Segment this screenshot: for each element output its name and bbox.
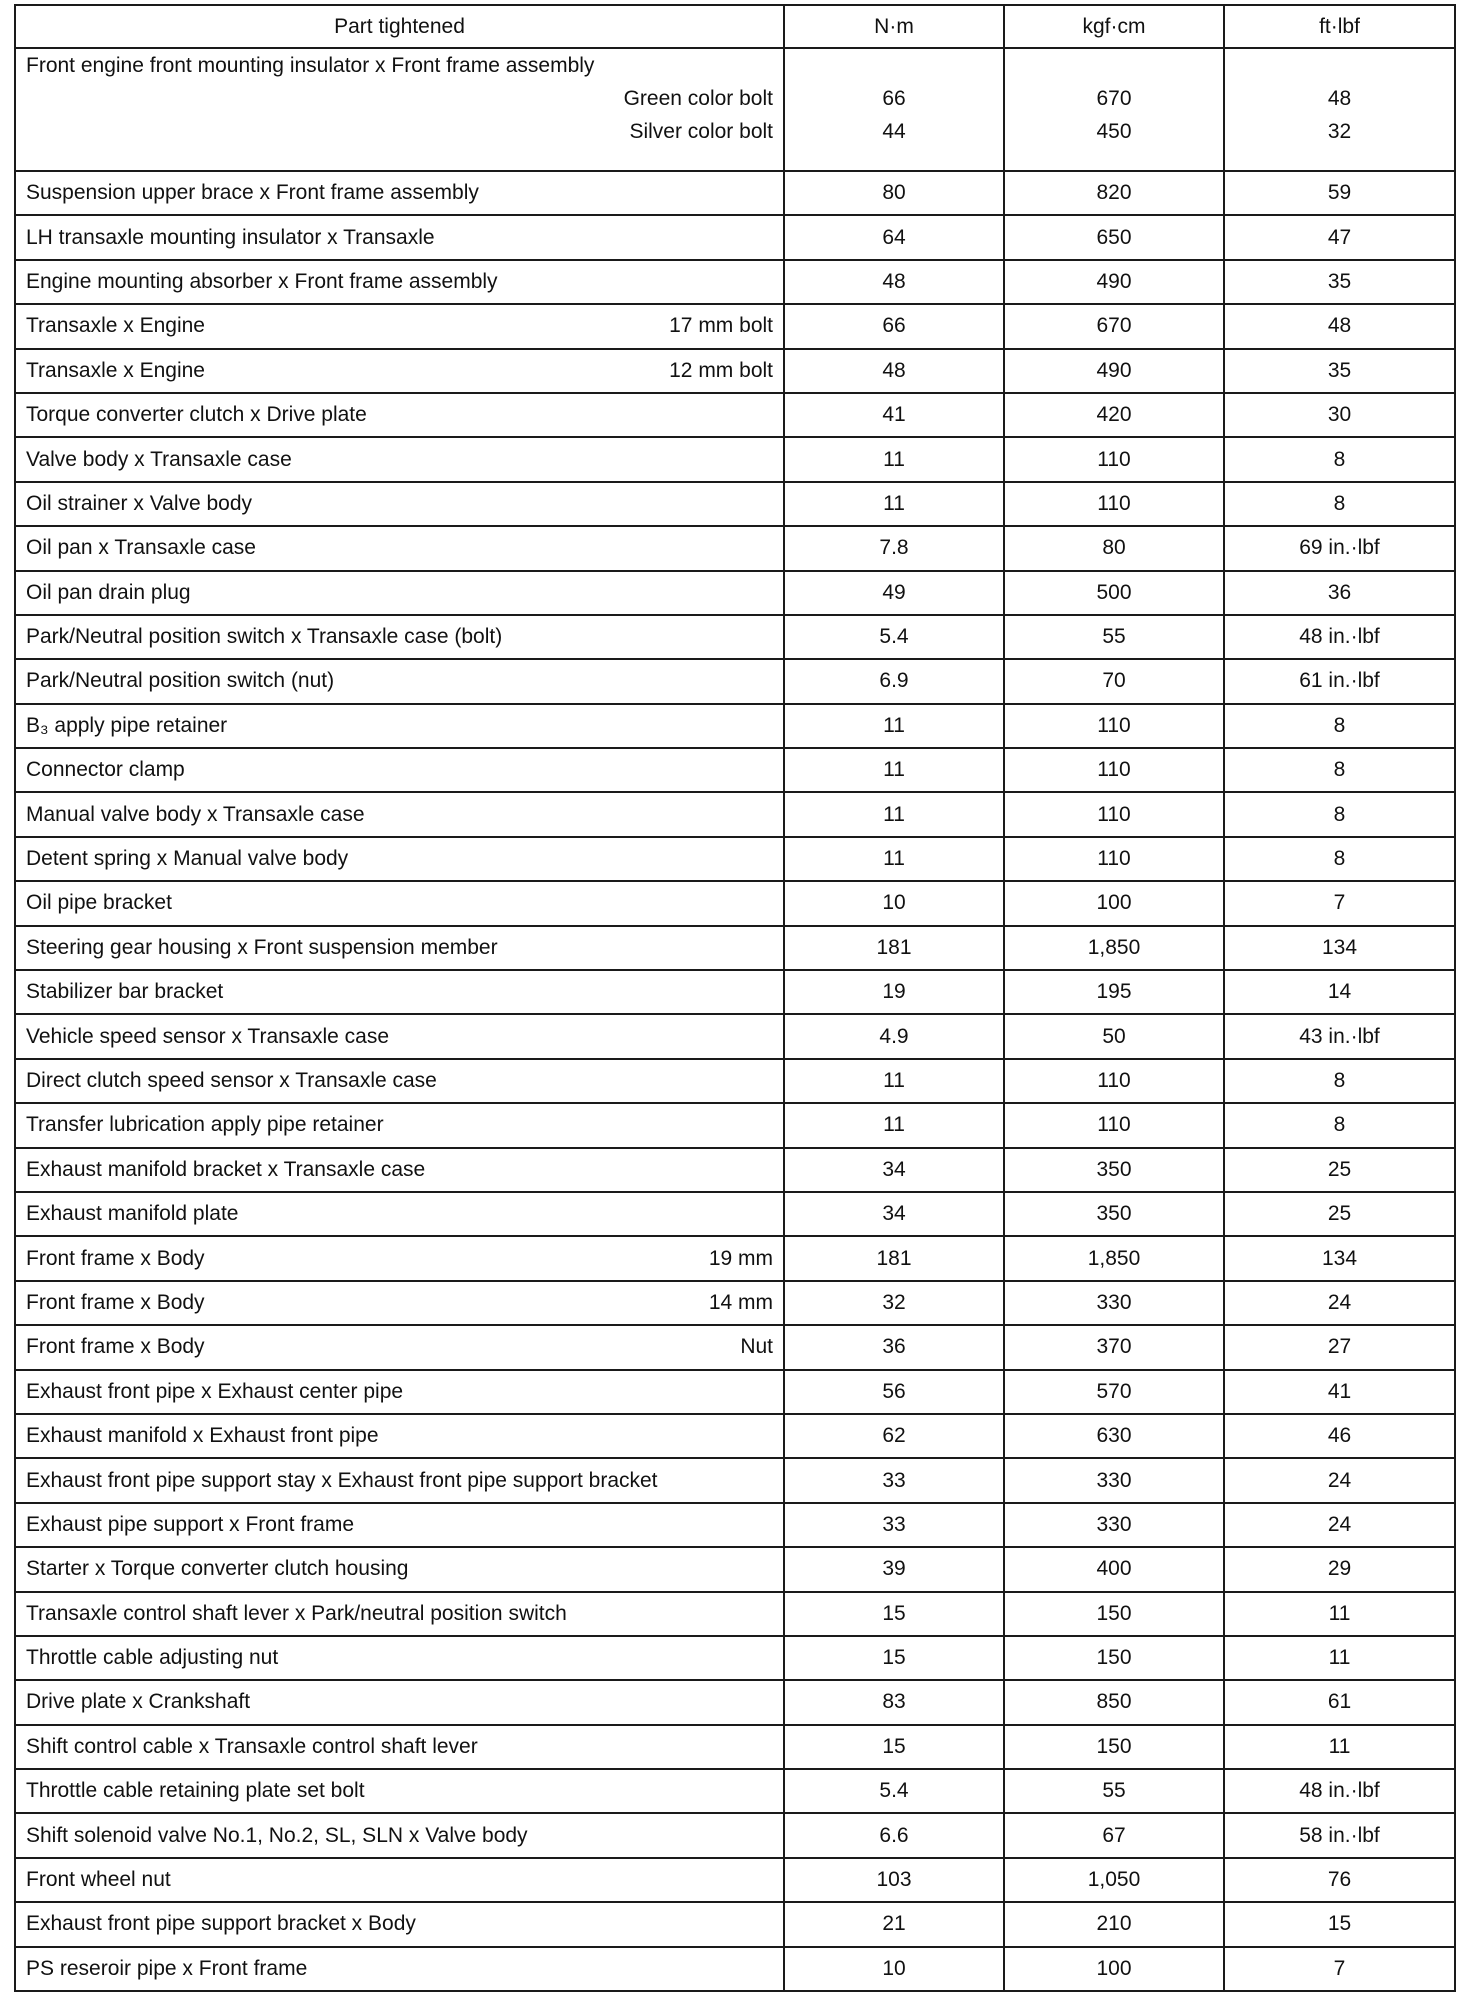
ft-value: 69 in.·lbf	[1224, 526, 1455, 570]
ft-value: 7	[1224, 881, 1455, 925]
table-row	[15, 881, 1455, 925]
ft-value: 30	[1224, 393, 1455, 437]
part-cell	[15, 1014, 784, 1058]
nm-value: 44	[882, 120, 906, 143]
part-cell	[15, 970, 784, 1014]
table-row	[15, 1592, 1455, 1636]
table-row	[15, 1281, 1455, 1325]
ft-value: 8	[1224, 837, 1455, 881]
part-cell	[15, 393, 784, 437]
header-ft-lbf: ft·lbf	[1224, 5, 1455, 48]
part-cell	[15, 260, 784, 304]
part-label: Steering gear housing x Front suspension member	[26, 935, 498, 959]
part-cell	[15, 1458, 784, 1502]
nm-value: 10	[784, 1947, 1004, 1991]
kgf-value: 110	[1004, 1059, 1224, 1103]
table-row	[15, 1725, 1455, 1769]
table-row	[15, 1902, 1455, 1946]
nm-value: 11	[784, 837, 1004, 881]
part-cell	[15, 1592, 784, 1636]
nm-value: 5.4	[784, 615, 1004, 659]
ft-value: 59	[1224, 171, 1455, 215]
ft-value: 11	[1224, 1592, 1455, 1636]
part-label: Oil pipe bracket	[26, 891, 172, 915]
part-label: Valve body x Transaxle case	[26, 447, 292, 471]
part-label: Throttle cable adjusting nut	[26, 1646, 279, 1670]
ft-value: 25	[1224, 1148, 1455, 1192]
part-label: Suspension upper brace x Front frame assembly	[26, 181, 479, 205]
kgf-value: 110	[1004, 482, 1224, 526]
kgf-value: 55	[1004, 1769, 1224, 1813]
part-cell	[15, 1947, 784, 1991]
table-row	[15, 1325, 1455, 1369]
kgf-value: 50	[1004, 1014, 1224, 1058]
table-row	[15, 1947, 1455, 1991]
nm-value: 66	[784, 304, 1004, 348]
part-label: Manual valve body x Transaxle case	[26, 802, 365, 826]
part-label: Front engine front mounting insulator x Front frame assembly	[26, 54, 595, 77]
part-note: 14 mm	[708, 1290, 773, 1314]
part-label: Direct clutch speed sensor x Transaxle case	[26, 1069, 437, 1092]
nm-value: 41	[784, 393, 1004, 437]
part-cell	[15, 792, 784, 836]
part-label: Front frame x Body	[26, 1335, 205, 1359]
nm-value: 11	[784, 748, 1004, 792]
nm-value: 6.6	[784, 1813, 1004, 1857]
kgf-value: 1,050	[1004, 1858, 1224, 1902]
kgf-value: 55	[1004, 615, 1224, 659]
part-label: Torque converter clutch x Drive plate	[26, 403, 367, 427]
part-cell	[15, 1281, 784, 1325]
part-label: Transaxle x Engine	[26, 314, 205, 338]
part-cell	[15, 881, 784, 925]
part-label: Throttle cable retaining plate set bolt	[26, 1779, 365, 1803]
part-label: Oil pan x Transaxle case	[26, 536, 256, 560]
part-label: Park/Neutral position switch (nut)	[26, 669, 335, 693]
header-row	[15, 5, 1455, 48]
ft-value: 41	[1224, 1370, 1455, 1414]
kgf-value: 1,850	[1004, 926, 1224, 970]
kgf-value: 195	[1004, 970, 1224, 1014]
nm-cell	[784, 48, 1004, 171]
table-row	[15, 659, 1455, 703]
part-note: 19 mm	[708, 1246, 773, 1270]
nm-value: 4.9	[784, 1014, 1004, 1058]
part-label: Shift solenoid valve No.1, No.2, SL, SLN x Valve body	[26, 1823, 528, 1847]
part-label: Front frame x Body	[26, 1290, 205, 1314]
part-label: Transaxle x Engine	[26, 358, 205, 382]
header-part-tightened: Part tightened	[15, 5, 784, 48]
kgf-value: 210	[1004, 1902, 1224, 1946]
ft-value: 14	[1224, 970, 1455, 1014]
part-label: Transaxle control shaft lever x Park/neutral position switch	[26, 1601, 567, 1625]
kgf-value: 570	[1004, 1370, 1224, 1414]
nm-value: 49	[784, 571, 1004, 615]
table-row	[15, 748, 1455, 792]
ft-value: 8	[1224, 437, 1455, 481]
ft-value: 15	[1224, 1902, 1455, 1946]
table-row	[15, 1014, 1455, 1058]
part-label: B₃ apply pipe retainer	[26, 713, 228, 737]
kgf-value: 450	[1096, 120, 1132, 143]
part-cell	[15, 1813, 784, 1857]
part-label: PS reseroir pipe x Front frame	[26, 1956, 308, 1980]
ft-value: 36	[1224, 571, 1455, 615]
kgf-value: 100	[1004, 881, 1224, 925]
table-row	[15, 1769, 1455, 1813]
part-label: Transfer lubrication apply pipe retainer	[26, 1113, 384, 1137]
kgf-value: 500	[1004, 571, 1224, 615]
table-row	[15, 171, 1455, 215]
nm-value: 21	[784, 1902, 1004, 1946]
part-label: Front wheel nut	[26, 1868, 171, 1892]
ft-value: 47	[1224, 215, 1455, 259]
kgf-value: 1,850	[1004, 1236, 1224, 1280]
ft-value: 134	[1224, 1236, 1455, 1280]
nm-value: 19	[784, 970, 1004, 1014]
kgf-value: 110	[1004, 437, 1224, 481]
kgf-value: 490	[1004, 260, 1224, 304]
part-cell	[15, 1503, 784, 1547]
table-row	[15, 393, 1455, 437]
kgf-value: 110	[1004, 704, 1224, 748]
part-cell	[15, 1547, 784, 1591]
part-label: Oil pan drain plug	[26, 580, 191, 604]
ft-value: 58 in.·lbf	[1224, 1813, 1455, 1857]
part-cell	[15, 1236, 784, 1280]
ft-value: 8	[1224, 748, 1455, 792]
table-row	[15, 1059, 1455, 1103]
part-cell	[15, 1858, 784, 1902]
part-cell	[15, 526, 784, 570]
kgf-value: 630	[1004, 1414, 1224, 1458]
nm-value: 181	[784, 1236, 1004, 1280]
kgf-value: 350	[1004, 1148, 1224, 1192]
part-label: Connector clamp	[26, 758, 185, 782]
table-row	[15, 482, 1455, 526]
nm-value: 11	[784, 482, 1004, 526]
ft-value: 43 in.·lbf	[1224, 1014, 1455, 1058]
nm-value: 11	[784, 704, 1004, 748]
part-label: Exhaust pipe support x Front frame	[26, 1512, 354, 1536]
part-cell	[15, 1902, 784, 1946]
part-label: Exhaust manifold x Exhaust front pipe	[26, 1424, 379, 1448]
part-cell	[15, 1680, 784, 1724]
ft-value: 24	[1224, 1458, 1455, 1502]
kgf-value: 670	[1004, 304, 1224, 348]
part-label: Vehicle speed sensor x Transaxle case	[26, 1024, 390, 1048]
kgf-value: 420	[1004, 393, 1224, 437]
kgf-value: 110	[1004, 748, 1224, 792]
part-cell	[15, 704, 784, 748]
ft-value: 11	[1224, 1725, 1455, 1769]
nm-value: 64	[784, 215, 1004, 259]
kgf-value: 100	[1004, 1947, 1224, 1991]
nm-value: 15	[784, 1636, 1004, 1680]
ft-value: 48 in.·lbf	[1224, 615, 1455, 659]
kgf-value: 330	[1004, 1281, 1224, 1325]
kgf-value: 670	[1096, 87, 1132, 110]
kgf-value: 330	[1004, 1458, 1224, 1502]
nm-value: 34	[784, 1192, 1004, 1236]
table-row	[15, 1148, 1455, 1192]
kgf-value: 400	[1004, 1547, 1224, 1591]
part-note: Green color bolt	[623, 87, 773, 110]
nm-value: 62	[784, 1414, 1004, 1458]
table-row	[15, 215, 1455, 259]
kgf-value: 110	[1004, 1103, 1224, 1147]
nm-value: 32	[784, 1281, 1004, 1325]
nm-value: 11	[784, 1103, 1004, 1147]
kgf-value: 67	[1004, 1813, 1224, 1857]
ft-value: 8	[1224, 1103, 1455, 1147]
table-row	[15, 571, 1455, 615]
part-cell	[15, 1725, 784, 1769]
ft-value: 48 in.·lbf	[1224, 1769, 1455, 1813]
part-cell	[15, 659, 784, 703]
part-cell	[15, 215, 784, 259]
table-row	[15, 1680, 1455, 1724]
nm-value: 103	[784, 1858, 1004, 1902]
table-row	[15, 1192, 1455, 1236]
part-label: LH transaxle mounting insulator x Transaxle	[26, 225, 435, 249]
part-cell	[15, 1769, 784, 1813]
kgf-cell	[1004, 48, 1224, 171]
nm-value: 11	[784, 792, 1004, 836]
table-row	[15, 1236, 1455, 1280]
ft-value: 24	[1224, 1281, 1455, 1325]
nm-value: 36	[784, 1325, 1004, 1369]
part-label: Exhaust front pipe x Exhaust center pipe	[26, 1379, 404, 1403]
table-row	[15, 349, 1455, 393]
kgf-value: 820	[1004, 171, 1224, 215]
nm-value: 66	[882, 87, 906, 110]
table-row	[15, 48, 1455, 171]
table-row	[15, 1547, 1455, 1591]
part-label: Exhaust front pipe support stay x Exhaust front pipe support bracket	[26, 1468, 658, 1492]
nm-value: 48	[784, 349, 1004, 393]
ft-value: 46	[1224, 1414, 1455, 1458]
nm-value: 15	[784, 1592, 1004, 1636]
ft-value: 8	[1224, 704, 1455, 748]
ft-value: 8	[1224, 482, 1455, 526]
kgf-value: 490	[1004, 349, 1224, 393]
ft-value: 25	[1224, 1192, 1455, 1236]
part-label: Exhaust manifold plate	[26, 1202, 239, 1226]
part-label: Drive plate x Crankshaft	[26, 1690, 251, 1714]
kgf-value: 110	[1004, 792, 1224, 836]
part-cell	[15, 437, 784, 481]
nm-value: 83	[784, 1680, 1004, 1724]
part-note: 17 mm bolt	[669, 314, 773, 338]
part-cell	[15, 748, 784, 792]
part-cell	[15, 304, 784, 348]
table-row	[15, 615, 1455, 659]
torque-spec-table	[14, 4, 1456, 1992]
part-note: Nut	[740, 1335, 773, 1359]
ft-value: 24	[1224, 1503, 1455, 1547]
kgf-value: 150	[1004, 1636, 1224, 1680]
part-cell	[15, 171, 784, 215]
ft-value: 32	[1327, 120, 1352, 143]
part-label: Starter x Torque converter clutch housing	[26, 1557, 409, 1581]
ft-value: 29	[1224, 1547, 1455, 1591]
table-row	[15, 792, 1455, 836]
nm-value: 5.4	[784, 1769, 1004, 1813]
table-row	[15, 926, 1455, 970]
ft-value: 61	[1224, 1680, 1455, 1724]
nm-value: 48	[784, 260, 1004, 304]
table-row	[15, 526, 1455, 570]
kgf-value: 150	[1004, 1592, 1224, 1636]
part-cell	[15, 349, 784, 393]
ft-value: 35	[1224, 349, 1455, 393]
part-cell	[15, 571, 784, 615]
part-cell	[15, 48, 784, 171]
nm-value: 181	[784, 926, 1004, 970]
nm-value: 33	[784, 1503, 1004, 1547]
part-note: Silver color bolt	[629, 120, 773, 143]
table-row	[15, 704, 1455, 748]
part-label: Oil strainer x Valve body	[26, 491, 253, 515]
ft-value: 27	[1224, 1325, 1455, 1369]
nm-value: 11	[784, 1059, 1004, 1103]
table-row	[15, 1370, 1455, 1414]
part-label: Engine mounting absorber x Front frame assembly	[26, 269, 498, 293]
ft-value: 134	[1224, 926, 1455, 970]
part-cell	[15, 1103, 784, 1147]
nm-value: 11	[784, 437, 1004, 481]
table-row	[15, 1414, 1455, 1458]
ft-value: 48	[1224, 304, 1455, 348]
table-row	[15, 970, 1455, 1014]
ft-value: 8	[1224, 1059, 1455, 1103]
part-label: Exhaust front pipe support bracket x Body	[26, 1912, 416, 1936]
ft-value: 35	[1224, 260, 1455, 304]
nm-value: 6.9	[784, 659, 1004, 703]
kgf-value: 650	[1004, 215, 1224, 259]
part-cell	[15, 1192, 784, 1236]
nm-value: 33	[784, 1458, 1004, 1502]
table-row	[15, 260, 1455, 304]
kgf-value: 850	[1004, 1680, 1224, 1724]
part-label: Front frame x Body	[26, 1246, 205, 1270]
table-row	[15, 1813, 1455, 1857]
part-cell	[15, 1414, 784, 1458]
part-cell	[15, 837, 784, 881]
ft-value: 8	[1224, 792, 1455, 836]
kgf-value: 350	[1004, 1192, 1224, 1236]
header-kgf-cm: kgf·cm	[1004, 5, 1224, 48]
kgf-value: 150	[1004, 1725, 1224, 1769]
table-row	[15, 1636, 1455, 1680]
part-label: Detent spring x Manual valve body	[26, 847, 349, 871]
nm-value: 7.8	[784, 526, 1004, 570]
ft-cell	[1224, 48, 1455, 171]
nm-value: 15	[784, 1725, 1004, 1769]
nm-value: 34	[784, 1148, 1004, 1192]
kgf-value: 70	[1004, 659, 1224, 703]
ft-value: 61 in.·lbf	[1224, 659, 1455, 703]
table-row	[15, 437, 1455, 481]
table-row	[15, 1858, 1455, 1902]
table-row	[15, 304, 1455, 348]
header-nm: N·m	[784, 5, 1004, 48]
nm-value: 80	[784, 171, 1004, 215]
part-label: Stabilizer bar bracket	[26, 980, 224, 1004]
part-cell	[15, 1059, 784, 1103]
kgf-value: 370	[1004, 1325, 1224, 1369]
table-row	[15, 837, 1455, 881]
part-cell	[15, 615, 784, 659]
ft-value: 7	[1224, 1947, 1455, 1991]
nm-value: 10	[784, 881, 1004, 925]
table-row	[15, 1458, 1455, 1502]
part-label: Park/Neutral position switch x Transaxle case (bolt)	[26, 625, 503, 649]
kgf-value: 330	[1004, 1503, 1224, 1547]
table-row	[15, 1103, 1455, 1147]
ft-value: 11	[1224, 1636, 1455, 1680]
ft-value: 48	[1327, 87, 1352, 110]
part-cell	[15, 482, 784, 526]
part-cell	[15, 1636, 784, 1680]
part-cell	[15, 1370, 784, 1414]
ft-value: 76	[1224, 1858, 1455, 1902]
table-row	[15, 1503, 1455, 1547]
part-label: Exhaust manifold bracket x Transaxle case	[26, 1157, 426, 1181]
part-cell	[15, 926, 784, 970]
nm-value: 56	[784, 1370, 1004, 1414]
kgf-value: 80	[1004, 526, 1224, 570]
part-cell	[15, 1148, 784, 1192]
nm-value: 39	[784, 1547, 1004, 1591]
part-note: 12 mm bolt	[669, 358, 773, 382]
part-label: Shift control cable x Transaxle control shaft lever	[26, 1734, 478, 1758]
kgf-value: 110	[1004, 837, 1224, 881]
part-cell	[15, 1325, 784, 1369]
